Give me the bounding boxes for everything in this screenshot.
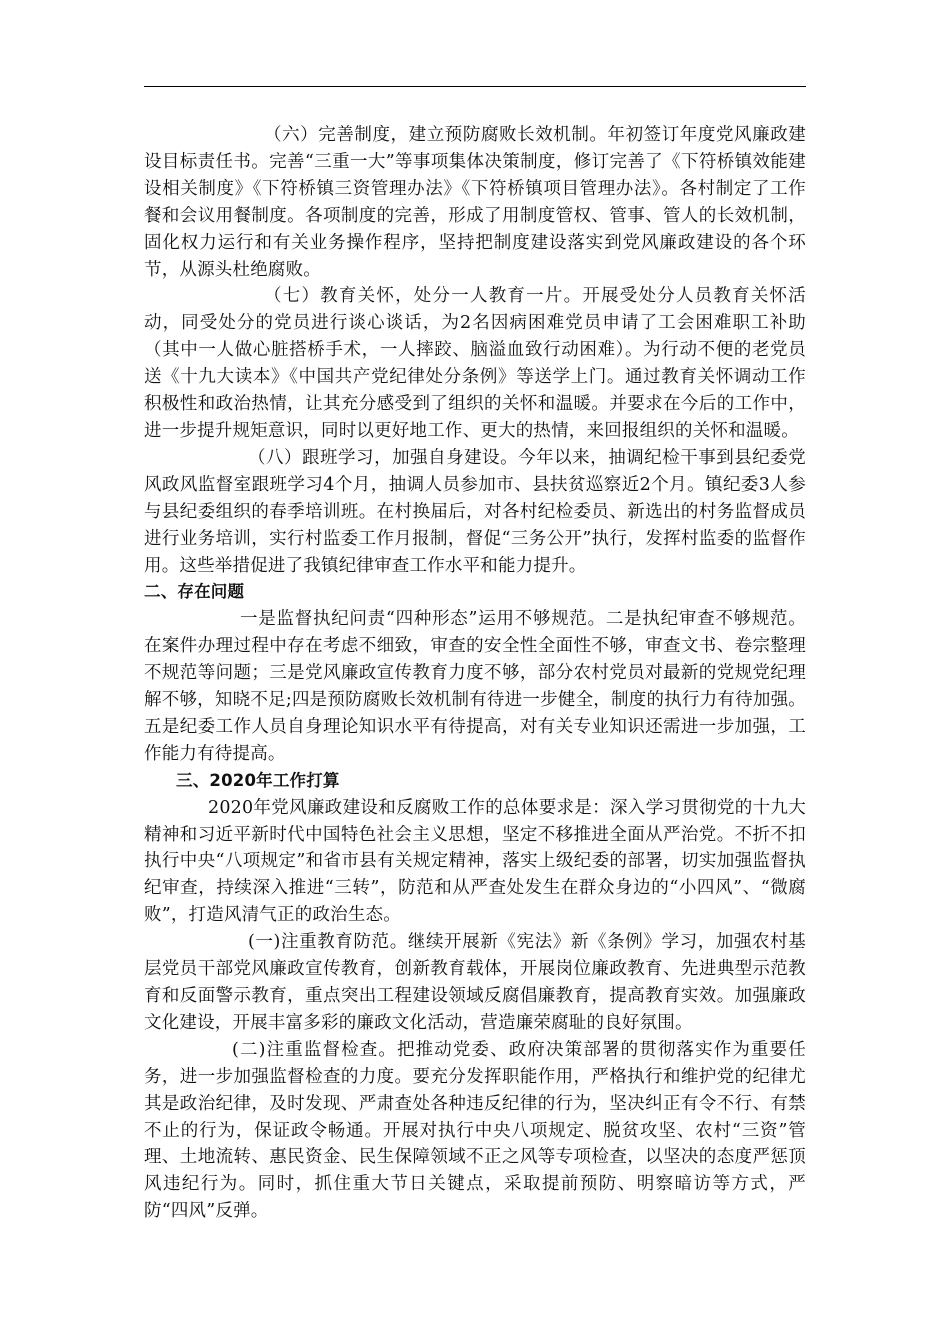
paragraph-section-7: （七）教育关怀，处分一人教育一片。开展受处分人员教育关怀活动，同受处分的党员进行谈心谈话，为2名因病困难党员申请了工会困难职工补助（其中一人做心脏搭桥手术，一人摔跤、脑溢血致行动困难）。为行动不便的老党员送《十九大读本》《中国共产党纪律处分条例》等送学上门。通过教育关怀调动工作积极性和政治热情，让其充分感受到了组织的关怀和温暖。并要求在今后的工作中，进一步提升规矩意识，同时以更好地工作、更大的热情，来回报组织的关怀和温暖。 <box>144 286 806 441</box>
paragraph-section-8: （八）跟班学习，加强自身建设。今年以来，抽调纪检干事到县纪委党风政风监督室跟班学习4个月，抽调人员参加市、县扶贫巡察近2个月。镇纪委3人参与县纪委组织的春季培训班。在村换届后，对各村纪检委员、新选出的村务监督成员进行业务培训，实行村监委工作月报制，督促“三务公开”执行，发挥村监委的监督作用。这些举措促进了我镇纪律审查工作水平和能力提升。 <box>144 447 806 576</box>
paragraph-plan-intro: 2020年党风廉政建设和反腐败工作的总体要求是：深入学习贯彻党的十九大精神和习近平新时代中国特色社会主义思想，坚定不移推进全面从严治党。不折不扣执行中央“八项规定”和省市县有关规定精神，落实上级纪委的部署，切实加强监督执纪审查，持续深入推进“三转”，防范和从严查处发生在群众身边的“小四风”、“微腐败”，打造风清气正的政治生态。 <box>144 797 806 926</box>
paragraph-problems: 一是监督执纪问责“四种形态”运用不够规范。二是执纪审查不够规范。在案件办理过程中存在考虑不细致，审查的安全性全面性不够，审查文书、卷宗整理不规范等问题；三是党风廉政宣传教育力度不够，部分农村党员对最新的党规党纪理解不够，知晓不足;四是预防腐败长效机制有待进一步健全，制度的执行力有待加强。五是纪委工作人员自身理论知识水平有待提高，对有关专业知识还需进一步加强，工作能力有待提高。 <box>144 609 806 764</box>
paragraph-plan-2: (二)注重监督检查。把推动党委、政府决策部署的贯彻落实作为重要任务，进一步加强监督检查的力度。要充分发挥职能作用，严格执行和维护党的纪律尤其是政治纪律，及时发现、严肃查处各种违反纪律的行为，坚决纠正有令不行、有禁不止的行为，保证政令畅通。开展对执行中央八项规定、脱贫攻坚、农村“三资”管理、土地流转、惠民资金、民生保障领域不正之风等专项检查，以坚决的态度严惩顶风违纪行为。同时，抓住重大节日关键点，采取提前预防、明察暗访等方式，严防“四风”反弹。 <box>144 1039 806 1222</box>
document-body <box>144 122 806 1225</box>
paragraph-plan-1: (一)注重教育防范。继续开展新《宪法》新《条例》学习，加强农村基层党员干部党风廉政宣传教育，创新教育载体，开展岗位廉政教育、先进典型示范教育和反面警示教育，重点突出工程建设领域反腐倡廉教育，提高教育实效。加强廉政文化建设，开展丰富多彩的廉政文化活动，营造廉荣腐耻的良好氛围。 <box>144 932 806 1033</box>
paragraph-section-6: （六）完善制度，建立预防腐败长效机制。年初签订年度党风廉政建设目标责任书。完善“三重一大”等事项集体决策制度，修订完善了《下符桥镇效能建设相关制度》《下符桥镇三资管理办法》《下符桥镇项目管理办法》。各村制定了工作餐和会议用餐制度。各项制度的完善，形成了用制度管权、管事、管人的长效机制，固化权力运行和有关业务操作程序，坚持把制度建设落实到党风廉政建设的各个环节，从源头杜绝腐败。 <box>144 125 806 280</box>
header-rule <box>144 86 806 87</box>
heading-2020-plan: 三、2020年工作打算 <box>176 770 340 790</box>
heading-existing-problems: 二、存在问题 <box>144 582 245 602</box>
